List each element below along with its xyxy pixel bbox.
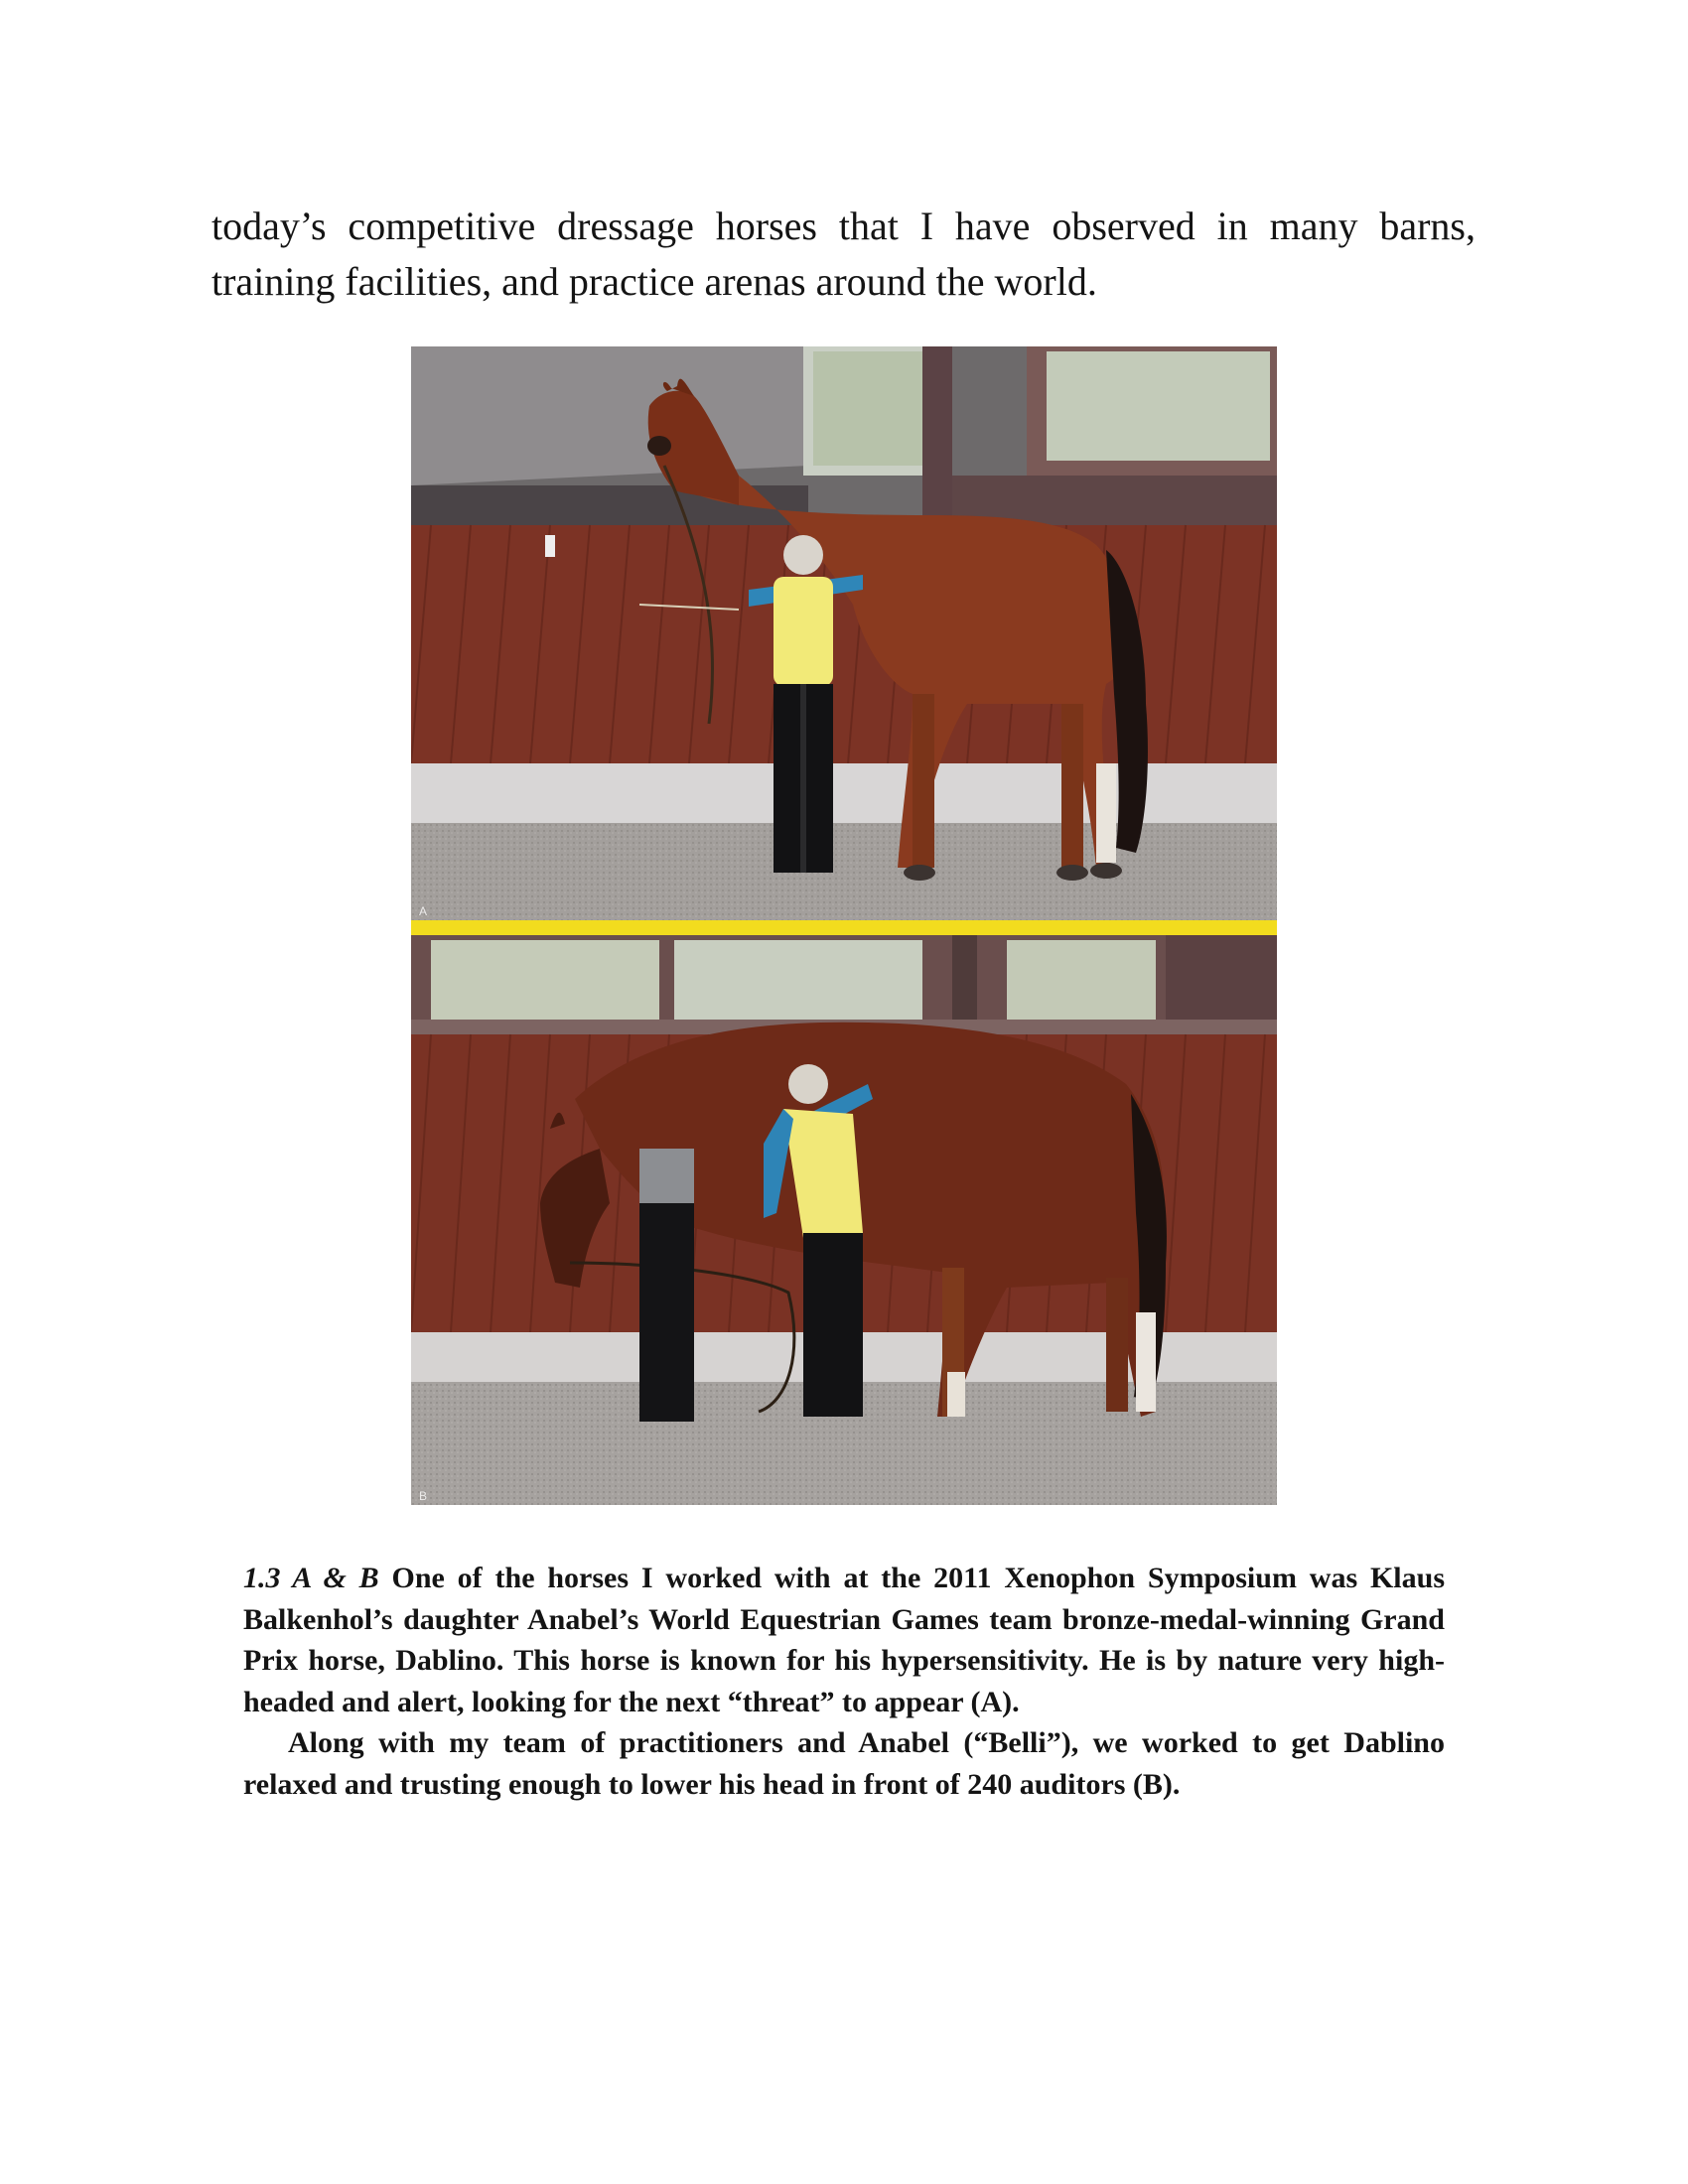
photo-divider — [411, 920, 1277, 935]
caption-paragraph-1 — [243, 1558, 1445, 1722]
figure-1-3 — [411, 346, 1277, 1505]
horse-photo-icon — [411, 935, 1277, 1505]
horse-photo-icon — [411, 346, 1277, 920]
caption-text-1: One of the horses I worked with at the 2011 Xenophon Symposium was Klaus Balkenhol’s daughter Anabel’s World Equestrian Games team bronze-medal-winning Grand Prix horse, Dablino. This horse is known for his hypersensitivity. He is by nature very high-headed and alert, looking for the next “threat” to appear (A). — [243, 1562, 1446, 1718]
figure-label: 1.3 A & B — [243, 1562, 379, 1594]
photo-b-horse-head-low — [411, 935, 1277, 1505]
body-paragraph: today’s competitive dressage horses that I have observed in many barns, training facilities, and practice arenas around the world. — [211, 204, 1476, 304]
photo-b-letter: B — [419, 1489, 428, 1503]
photo-a-letter: A — [419, 904, 428, 918]
photo-a-horse-head-high — [411, 346, 1277, 920]
caption-paragraph-2: Along with my team of practitioners and Anabel (“Belli”), we worked to get Dablino relaxed and trusting enough to lower his head in front of 240 auditors (B). — [243, 1726, 1445, 1801]
figure-caption — [243, 1558, 1445, 1805]
